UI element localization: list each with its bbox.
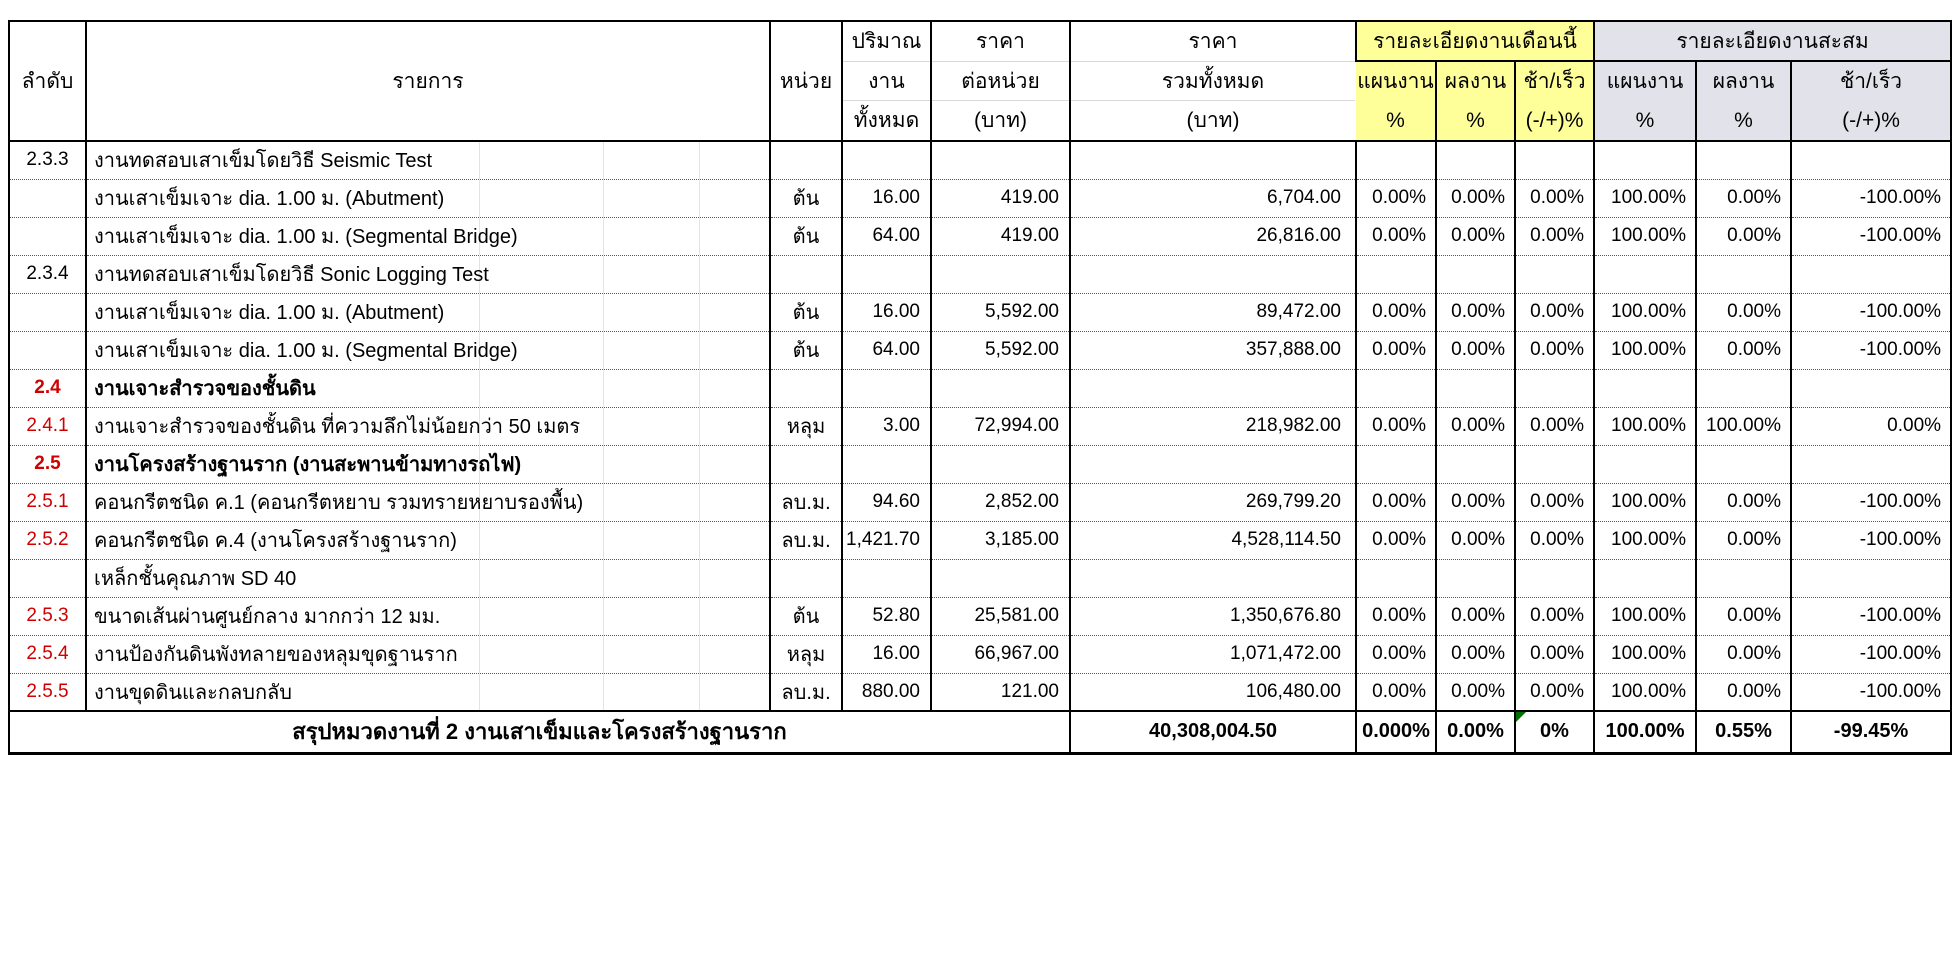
cell-month-plan: 0.00% bbox=[1356, 407, 1436, 445]
cell-total-price: 6,704.00 bbox=[1070, 179, 1356, 217]
cell-quantity bbox=[842, 369, 931, 407]
subcol-header-month-plan: แผนงาน % bbox=[1356, 61, 1436, 141]
cell-item: คอนกรีตชนิด ค.1 (คอนกรีตหยาบ รวมทรายหยาบรองพื้น) bbox=[86, 483, 770, 521]
cell-cum-actual bbox=[1696, 141, 1791, 179]
cell-cum-actual: 0.00% bbox=[1696, 179, 1791, 217]
cell-cum-diff: -100.00% bbox=[1791, 331, 1951, 369]
cell-month-plan bbox=[1356, 445, 1436, 483]
table-row bbox=[9, 141, 1951, 179]
cell-cum-actual bbox=[1696, 445, 1791, 483]
cell-no: 2.3.3 bbox=[9, 141, 86, 179]
cell-cum-diff: -100.00% bbox=[1791, 293, 1951, 331]
cell-total-price: 89,472.00 bbox=[1070, 293, 1356, 331]
cell-no: 2.5.2 bbox=[9, 521, 86, 559]
cell-total-price: 357,888.00 bbox=[1070, 331, 1356, 369]
cell-month-actual: 0.00% bbox=[1436, 293, 1515, 331]
table-row bbox=[9, 331, 1951, 369]
cell-cum-actual bbox=[1696, 369, 1791, 407]
cell-month-plan bbox=[1356, 255, 1436, 293]
cell-cum-actual bbox=[1696, 255, 1791, 293]
cell-total-price: 4,528,114.50 bbox=[1070, 521, 1356, 559]
table-row bbox=[9, 559, 1951, 597]
cell-no bbox=[9, 559, 86, 597]
cell-total-price: 106,480.00 bbox=[1070, 673, 1356, 711]
col-header-unit: หน่วย bbox=[770, 21, 842, 141]
cell-cum-actual: 0.00% bbox=[1696, 673, 1791, 711]
subcol-header-month-diff: ช้า/เร็ว (-/+)% bbox=[1515, 61, 1594, 141]
col-header-total-price: ราคา รวมทั้งหมด (บาท) bbox=[1070, 21, 1356, 141]
cell-unit-price: 121.00 bbox=[931, 673, 1070, 711]
cell-unit: ต้น bbox=[770, 293, 842, 331]
cell-item: งานเสาเข็มเจาะ dia. 1.00 ม. (Segmental Bridge) bbox=[86, 217, 770, 255]
cell-cum-plan bbox=[1594, 255, 1696, 293]
cell-no bbox=[9, 217, 86, 255]
cell-cum-diff: -100.00% bbox=[1791, 217, 1951, 255]
cell-item: งานทดสอบเสาเข็มโดยวิธี Seismic Test bbox=[86, 141, 770, 179]
cell-total-price: 218,982.00 bbox=[1070, 407, 1356, 445]
cell-cum-actual: 0.00% bbox=[1696, 597, 1791, 635]
cell-quantity: 16.00 bbox=[842, 635, 931, 673]
summary-cum-actual: 0.55% bbox=[1696, 711, 1791, 753]
cell-unit bbox=[770, 445, 842, 483]
cell-month-plan: 0.00% bbox=[1356, 521, 1436, 559]
cell-cum-diff bbox=[1791, 141, 1951, 179]
cell-unit-price: 419.00 bbox=[931, 179, 1070, 217]
cell-quantity: 52.80 bbox=[842, 597, 931, 635]
table-row bbox=[9, 521, 1951, 559]
cell-month-diff: 0.00% bbox=[1515, 293, 1594, 331]
cell-month-plan: 0.00% bbox=[1356, 673, 1436, 711]
cell-total-price bbox=[1070, 369, 1356, 407]
cell-month-actual: 0.00% bbox=[1436, 673, 1515, 711]
cell-month-actual: 0.00% bbox=[1436, 407, 1515, 445]
cell-month-diff: 0.00% bbox=[1515, 521, 1594, 559]
boq-report-sheet bbox=[8, 20, 1952, 755]
cell-total-price bbox=[1070, 445, 1356, 483]
cell-cum-plan: 100.00% bbox=[1594, 331, 1696, 369]
cell-cum-diff: -100.00% bbox=[1791, 673, 1951, 711]
cell-cum-plan: 100.00% bbox=[1594, 597, 1696, 635]
cell-month-diff bbox=[1515, 559, 1594, 597]
table-row bbox=[9, 483, 1951, 521]
table-header bbox=[9, 21, 1951, 141]
cell-cum-diff: -100.00% bbox=[1791, 483, 1951, 521]
cell-quantity bbox=[842, 255, 931, 293]
cell-month-diff bbox=[1515, 255, 1594, 293]
cell-month-actual bbox=[1436, 559, 1515, 597]
cell-item: คอนกรีตชนิด ค.4 (งานโครงสร้างฐานราก) bbox=[86, 521, 770, 559]
cell-no: 2.5.4 bbox=[9, 635, 86, 673]
cell-cum-actual: 0.00% bbox=[1696, 293, 1791, 331]
summary-cum-plan: 100.00% bbox=[1594, 711, 1696, 753]
cell-total-price: 26,816.00 bbox=[1070, 217, 1356, 255]
cell-unit bbox=[770, 141, 842, 179]
cell-cum-plan: 100.00% bbox=[1594, 673, 1696, 711]
cell-cum-diff: -100.00% bbox=[1791, 521, 1951, 559]
cell-item: งานป้องกันดินพังทลายของหลุมขุดฐานราก bbox=[86, 635, 770, 673]
cell-quantity: 3.00 bbox=[842, 407, 931, 445]
cell-cum-plan: 100.00% bbox=[1594, 483, 1696, 521]
cell-cum-actual bbox=[1696, 559, 1791, 597]
cell-no: 2.5.5 bbox=[26, 680, 69, 702]
cell-item: งานเสาเข็มเจาะ dia. 1.00 ม. (Abutment) bbox=[86, 179, 770, 217]
cell-no: 2.4.1 bbox=[9, 407, 86, 445]
cell-quantity: 880.00 bbox=[842, 673, 931, 711]
cell-quantity bbox=[842, 559, 931, 597]
cell-total-price: 1,350,676.80 bbox=[1070, 597, 1356, 635]
cell-month-diff bbox=[1515, 445, 1594, 483]
cell-month-diff: 0.00% bbox=[1515, 407, 1594, 445]
cell-no: 2.5 bbox=[9, 445, 86, 483]
cell-cum-plan bbox=[1594, 369, 1696, 407]
cell-month-actual bbox=[1436, 369, 1515, 407]
table-row bbox=[9, 179, 1951, 217]
cell-item: งานทดสอบเสาเข็มโดยวิธี Sonic Logging Test bbox=[86, 255, 770, 293]
boq-table bbox=[8, 20, 1952, 755]
cell-month-actual: 0.00% bbox=[1436, 521, 1515, 559]
cell-cum-plan bbox=[1594, 559, 1696, 597]
cell-unit bbox=[770, 369, 842, 407]
cell-no bbox=[9, 179, 86, 217]
cell-month-diff: 0.00% bbox=[1515, 673, 1594, 711]
summary-row bbox=[9, 711, 1951, 753]
table-row bbox=[9, 597, 1951, 635]
subcol-header-month-actual: ผลงาน % bbox=[1436, 61, 1515, 141]
summary-label: สรุปหมวดงานที่ 2 งานเสาเข็มและโครงสร้างฐานราก bbox=[292, 719, 787, 745]
cell-no: 2.5.1 bbox=[9, 483, 86, 521]
summary-month-actual: 0.00% bbox=[1436, 711, 1515, 753]
cell-quantity bbox=[842, 445, 931, 483]
cell-total-price bbox=[1070, 255, 1356, 293]
cell-month-actual bbox=[1436, 141, 1515, 179]
cell-item: งานเจาะสำรวจของชั้นดิน bbox=[86, 369, 770, 407]
cell-cum-plan: 100.00% bbox=[1594, 179, 1696, 217]
cell-total-price bbox=[1070, 141, 1356, 179]
cell-quantity: 64.00 bbox=[842, 217, 931, 255]
cell-month-actual: 0.00% bbox=[1436, 635, 1515, 673]
table-row bbox=[9, 635, 1951, 673]
cell-month-plan: 0.00% bbox=[1356, 293, 1436, 331]
cell-unit: ต้น bbox=[770, 217, 842, 255]
cell-item: งานเสาเข็มเจาะ dia. 1.00 ม. (Segmental Bridge) bbox=[86, 331, 770, 369]
cell-cum-actual: 0.00% bbox=[1696, 483, 1791, 521]
cell-month-diff: 0.00% bbox=[1515, 635, 1594, 673]
cell-month-diff: 0.00% bbox=[1515, 483, 1594, 521]
table-footer bbox=[9, 711, 1951, 753]
cell-no bbox=[9, 331, 86, 369]
cell-cum-diff bbox=[1791, 559, 1951, 597]
cell-cum-plan bbox=[1594, 445, 1696, 483]
table-row bbox=[9, 369, 1951, 407]
cell-unit-price: 66,967.00 bbox=[931, 635, 1070, 673]
col-header-quantity: ปริมาณ งาน ทั้งหมด bbox=[842, 21, 931, 141]
cell-month-actual bbox=[1436, 445, 1515, 483]
cell-month-actual: 0.00% bbox=[1436, 217, 1515, 255]
cell-cum-plan: 100.00% bbox=[1594, 521, 1696, 559]
cell-month-diff bbox=[1515, 369, 1594, 407]
cell-month-diff: 0.00% bbox=[1515, 597, 1594, 635]
cell-cum-diff: -100.00% bbox=[1791, 597, 1951, 635]
cell-month-plan: 0.00% bbox=[1356, 217, 1436, 255]
summary-total-price: 40,308,004.50 bbox=[1070, 711, 1356, 753]
cell-cum-diff: 0.00% bbox=[1791, 407, 1951, 445]
cell-no: 2.3.4 bbox=[9, 255, 86, 293]
cell-month-plan bbox=[1356, 141, 1436, 179]
cell-quantity: 16.00 bbox=[842, 179, 931, 217]
cell-month-diff: 0.00% bbox=[1515, 331, 1594, 369]
cell-item: งานเจาะสำรวจของชั้นดิน ที่ความลึกไม่น้อยกว่า 50 เมตร bbox=[86, 407, 770, 445]
cell-cum-actual: 0.00% bbox=[1696, 635, 1791, 673]
cell-month-plan: 0.00% bbox=[1356, 331, 1436, 369]
cell-month-actual: 0.00% bbox=[1436, 483, 1515, 521]
cell-cum-plan: 100.00% bbox=[1594, 217, 1696, 255]
cell-cum-plan: 100.00% bbox=[1594, 407, 1696, 445]
cell-unit-price bbox=[931, 369, 1070, 407]
cell-cum-plan: 100.00% bbox=[1594, 293, 1696, 331]
cell-cum-diff: -100.00% bbox=[1791, 179, 1951, 217]
cell-cum-diff bbox=[1791, 255, 1951, 293]
cell-unit-price bbox=[931, 141, 1070, 179]
cell-unit: หลุม bbox=[770, 407, 842, 445]
cell-unit-price bbox=[931, 255, 1070, 293]
cell-no: 2.4 bbox=[9, 369, 86, 407]
group-header-month: รายละเอียดงานเดือนนี้ bbox=[1356, 21, 1594, 61]
cell-unit bbox=[770, 255, 842, 293]
cell-item: งานขุดดินและกลบกลับ bbox=[86, 673, 770, 711]
cell-cum-actual: 0.00% bbox=[1696, 217, 1791, 255]
cell-cum-plan: 100.00% bbox=[1594, 635, 1696, 673]
cell-unit-price: 2,852.00 bbox=[931, 483, 1070, 521]
table-row bbox=[9, 255, 1951, 293]
cell-cum-actual: 100.00% bbox=[1696, 407, 1791, 445]
summary-month-plan: 0.000% bbox=[1356, 711, 1436, 753]
cell-no: 2.5.3 bbox=[9, 597, 86, 635]
cell-unit-price: 3,185.00 bbox=[931, 521, 1070, 559]
table-row bbox=[9, 673, 1951, 711]
cell-month-actual: 0.00% bbox=[1436, 331, 1515, 369]
cell-unit-price: 5,592.00 bbox=[931, 293, 1070, 331]
col-header-item: รายการ bbox=[86, 21, 770, 141]
cell-cum-plan bbox=[1594, 141, 1696, 179]
cell-unit bbox=[770, 559, 842, 597]
cell-quantity: 64.00 bbox=[842, 331, 931, 369]
cell-cum-diff: -100.00% bbox=[1791, 635, 1951, 673]
cell-quantity: 94.60 bbox=[842, 483, 931, 521]
cell-month-diff bbox=[1515, 141, 1594, 179]
table-row bbox=[9, 293, 1951, 331]
cell-month-plan: 0.00% bbox=[1356, 483, 1436, 521]
cell-unit: ต้น bbox=[770, 179, 842, 217]
cell-month-actual bbox=[1436, 255, 1515, 293]
cell-cum-actual: 0.00% bbox=[1696, 521, 1791, 559]
cell-cum-diff bbox=[1791, 445, 1951, 483]
cell-quantity: 16.00 bbox=[842, 293, 931, 331]
cell-unit: ต้น bbox=[770, 331, 842, 369]
cell-cum-diff bbox=[1791, 369, 1951, 407]
table-body bbox=[9, 141, 1951, 711]
cell-month-plan: 0.00% bbox=[1356, 597, 1436, 635]
subcol-header-cum-diff: ช้า/เร็ว (-/+)% bbox=[1791, 61, 1951, 141]
col-header-no: ลำดับ bbox=[9, 21, 86, 141]
table-row bbox=[9, 445, 1951, 483]
cell-unit: ต้น bbox=[770, 597, 842, 635]
cell-month-actual: 0.00% bbox=[1436, 179, 1515, 217]
col-header-unit-price: ราคา ต่อหน่วย (บาท) bbox=[931, 21, 1070, 141]
cell-month-plan bbox=[1356, 559, 1436, 597]
cell-unit-price: 5,592.00 bbox=[931, 331, 1070, 369]
cell-month-plan: 0.00% bbox=[1356, 635, 1436, 673]
cell-unit-price: 25,581.00 bbox=[931, 597, 1070, 635]
cell-no bbox=[9, 293, 86, 331]
group-header-cumulative: รายละเอียดงานสะสม bbox=[1594, 21, 1951, 61]
cell-quantity bbox=[842, 141, 931, 179]
cell-unit-price: 72,994.00 bbox=[931, 407, 1070, 445]
cell-item: ขนาดเส้นผ่านศูนย์กลาง มากกว่า 12 มม. bbox=[86, 597, 770, 635]
cell-unit-price: 419.00 bbox=[931, 217, 1070, 255]
cell-total-price bbox=[1070, 559, 1356, 597]
cell-month-diff: 0.00% bbox=[1515, 217, 1594, 255]
cell-unit-price bbox=[931, 445, 1070, 483]
cell-item: เหล็กชั้นคุณภาพ SD 40 bbox=[86, 559, 770, 597]
subcol-header-cum-actual: ผลงาน % bbox=[1696, 61, 1791, 141]
cell-item: งานเสาเข็มเจาะ dia. 1.00 ม. (Abutment) bbox=[86, 293, 770, 331]
cell-month-plan bbox=[1356, 369, 1436, 407]
cell-unit: ลบ.ม. bbox=[770, 673, 842, 711]
cell-total-price: 269,799.20 bbox=[1070, 483, 1356, 521]
cell-month-diff: 0.00% bbox=[1515, 179, 1594, 217]
table-row bbox=[9, 407, 1951, 445]
summary-month-diff: 0% bbox=[1515, 711, 1594, 753]
cell-unit: ลบ.ม. bbox=[770, 521, 842, 559]
cell-quantity: 1,421.70 bbox=[842, 521, 931, 559]
cell-unit: หลุม bbox=[770, 635, 842, 673]
table-row bbox=[9, 217, 1951, 255]
cell-item: งานโครงสร้างฐานราก (งานสะพานข้ามทางรถไฟ) bbox=[86, 445, 770, 483]
cell-month-actual: 0.00% bbox=[1436, 597, 1515, 635]
cell-total-price: 1,071,472.00 bbox=[1070, 635, 1356, 673]
cell-unit: ลบ.ม. bbox=[770, 483, 842, 521]
cell-cum-actual: 0.00% bbox=[1696, 331, 1791, 369]
summary-cum-diff: -99.45% bbox=[1791, 711, 1951, 753]
cell-unit-price bbox=[931, 559, 1070, 597]
subcol-header-cum-plan: แผนงาน % bbox=[1594, 61, 1696, 141]
cell-month-plan: 0.00% bbox=[1356, 179, 1436, 217]
